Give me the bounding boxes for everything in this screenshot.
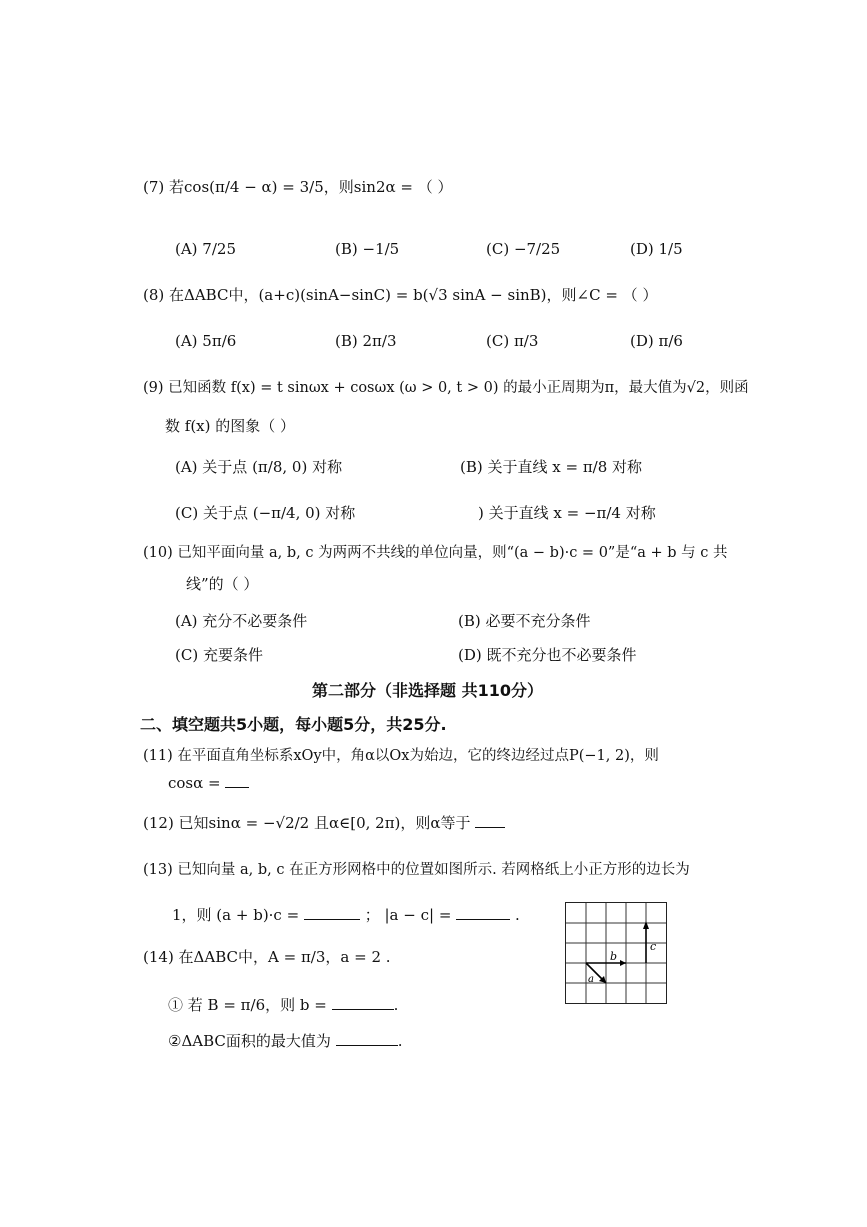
q8-option-d: (D) π/6 [630, 332, 683, 350]
q14-answer-blank-2 [336, 1033, 398, 1046]
q8-option-a: (A) 5π/6 [175, 332, 237, 350]
q13-dot-product-label: 1，则 (a + b)·c = [172, 906, 300, 924]
q11-answer-blank [225, 775, 249, 788]
q13-line2: 1，则 (a + b)·c = ； |a − c| = . [172, 906, 520, 924]
q13-answer-blank-1 [304, 907, 360, 920]
q13-magnitude-label: ； |a − c| = [364, 906, 452, 924]
q13-answer-blank-2 [456, 907, 510, 920]
q14-answer-blank-1 [332, 997, 394, 1010]
q11-cos-label: cosα = [168, 774, 221, 792]
q7-option-a: (A) 7/25 [175, 240, 236, 258]
grid-label-c: c [650, 940, 657, 953]
vector-c-arrowhead [643, 921, 649, 929]
q8-option-c: (C) π/3 [486, 332, 539, 350]
q12-line [143, 812, 505, 833]
q11-line2 [168, 774, 249, 792]
q9-stem-line2: 数 f(x) 的图象（ ） [165, 417, 296, 435]
q10-option-b: (B) 必要不充分条件 [458, 612, 591, 630]
q14-sub2-text: ②ΔABC面积的最大值为 [168, 1032, 331, 1050]
q12-answer-blank [475, 815, 505, 828]
grid-label-b: b [610, 950, 618, 963]
q10-option-a: (A) 充分不必要条件 [175, 612, 308, 630]
q7-option-d: (D) 1/5 [630, 240, 683, 258]
q14-sub1: ① 若 B = π/6，则 b = . [168, 996, 399, 1014]
q14-sub2: ②ΔABC面积的最大值为 . [168, 1032, 403, 1050]
q7-option-c: (C) −7/25 [486, 240, 561, 258]
q10-option-c: (C) 充要条件 [175, 646, 263, 664]
q10-stem-line2: 线”的（ ） [186, 575, 259, 593]
q9-option-a: (A) 关于点 (π/8, 0) 对称 [175, 458, 343, 476]
vector-grid-figure [565, 902, 667, 1004]
q9-option-c: (C) 关于点 (−π/4, 0) 对称 [175, 504, 356, 522]
q10-option-d: (D) 既不充分也不必要条件 [458, 646, 637, 664]
q14-sub1-text: ① 若 B = π/6，则 b = [168, 996, 327, 1014]
q14-stem: (14) 在ΔABC中，A = π/3，a = 2 . [143, 948, 391, 966]
q8-option-b: (B) 2π/3 [335, 332, 397, 350]
q7-stem: (7) 若cos(π/4 − α) = 3/5，则sin2α = （ ） [143, 178, 453, 196]
q9-option-d: ) 关于直线 x = −π/4 对称 [478, 504, 656, 522]
part2-title: 第二部分（非选择题 共110分） [312, 681, 543, 700]
q9-option-b: (B) 关于直线 x = π/8 对称 [460, 458, 643, 476]
section2-title: 二、填空题共5小题，每小题5分，共25分. [140, 715, 447, 734]
vector-b-arrowhead [620, 960, 626, 966]
q12-text: (12) 已知sinα = −√2/2 且α∈[0, 2π)，则α等于 [143, 814, 471, 832]
q7-option-b: (B) −1/5 [335, 240, 400, 258]
grid-label-a: a [588, 974, 594, 985]
q10-stem-line1: (10) 已知平面向量 a, b, c 为两两不共线的单位向量，则“(a − b)·c = 0”是“a + b 与 c 共 [143, 545, 728, 561]
q9-stem-line1: (9) 已知函数 f(x) = t sinωx + cosωx (ω > 0, t > 0) 的最小正周期为π，最大值为√2，则函 [143, 380, 749, 396]
q13-line1: (13) 已知向量 a, b, c 在正方形网格中的位置如图所示. 若网格纸上小正方形的边长为 [143, 862, 690, 878]
q8-stem: (8) 在ΔABC中，(a+c)(sinA−sinC) = b(√3 sinA − sinB)，则∠C = （ ） [143, 286, 658, 304]
q11-line1: (11) 在平面直角坐标系xOy中，角α以Ox为始边，它的终边经过点P(−1, 2)，则 [143, 748, 659, 764]
